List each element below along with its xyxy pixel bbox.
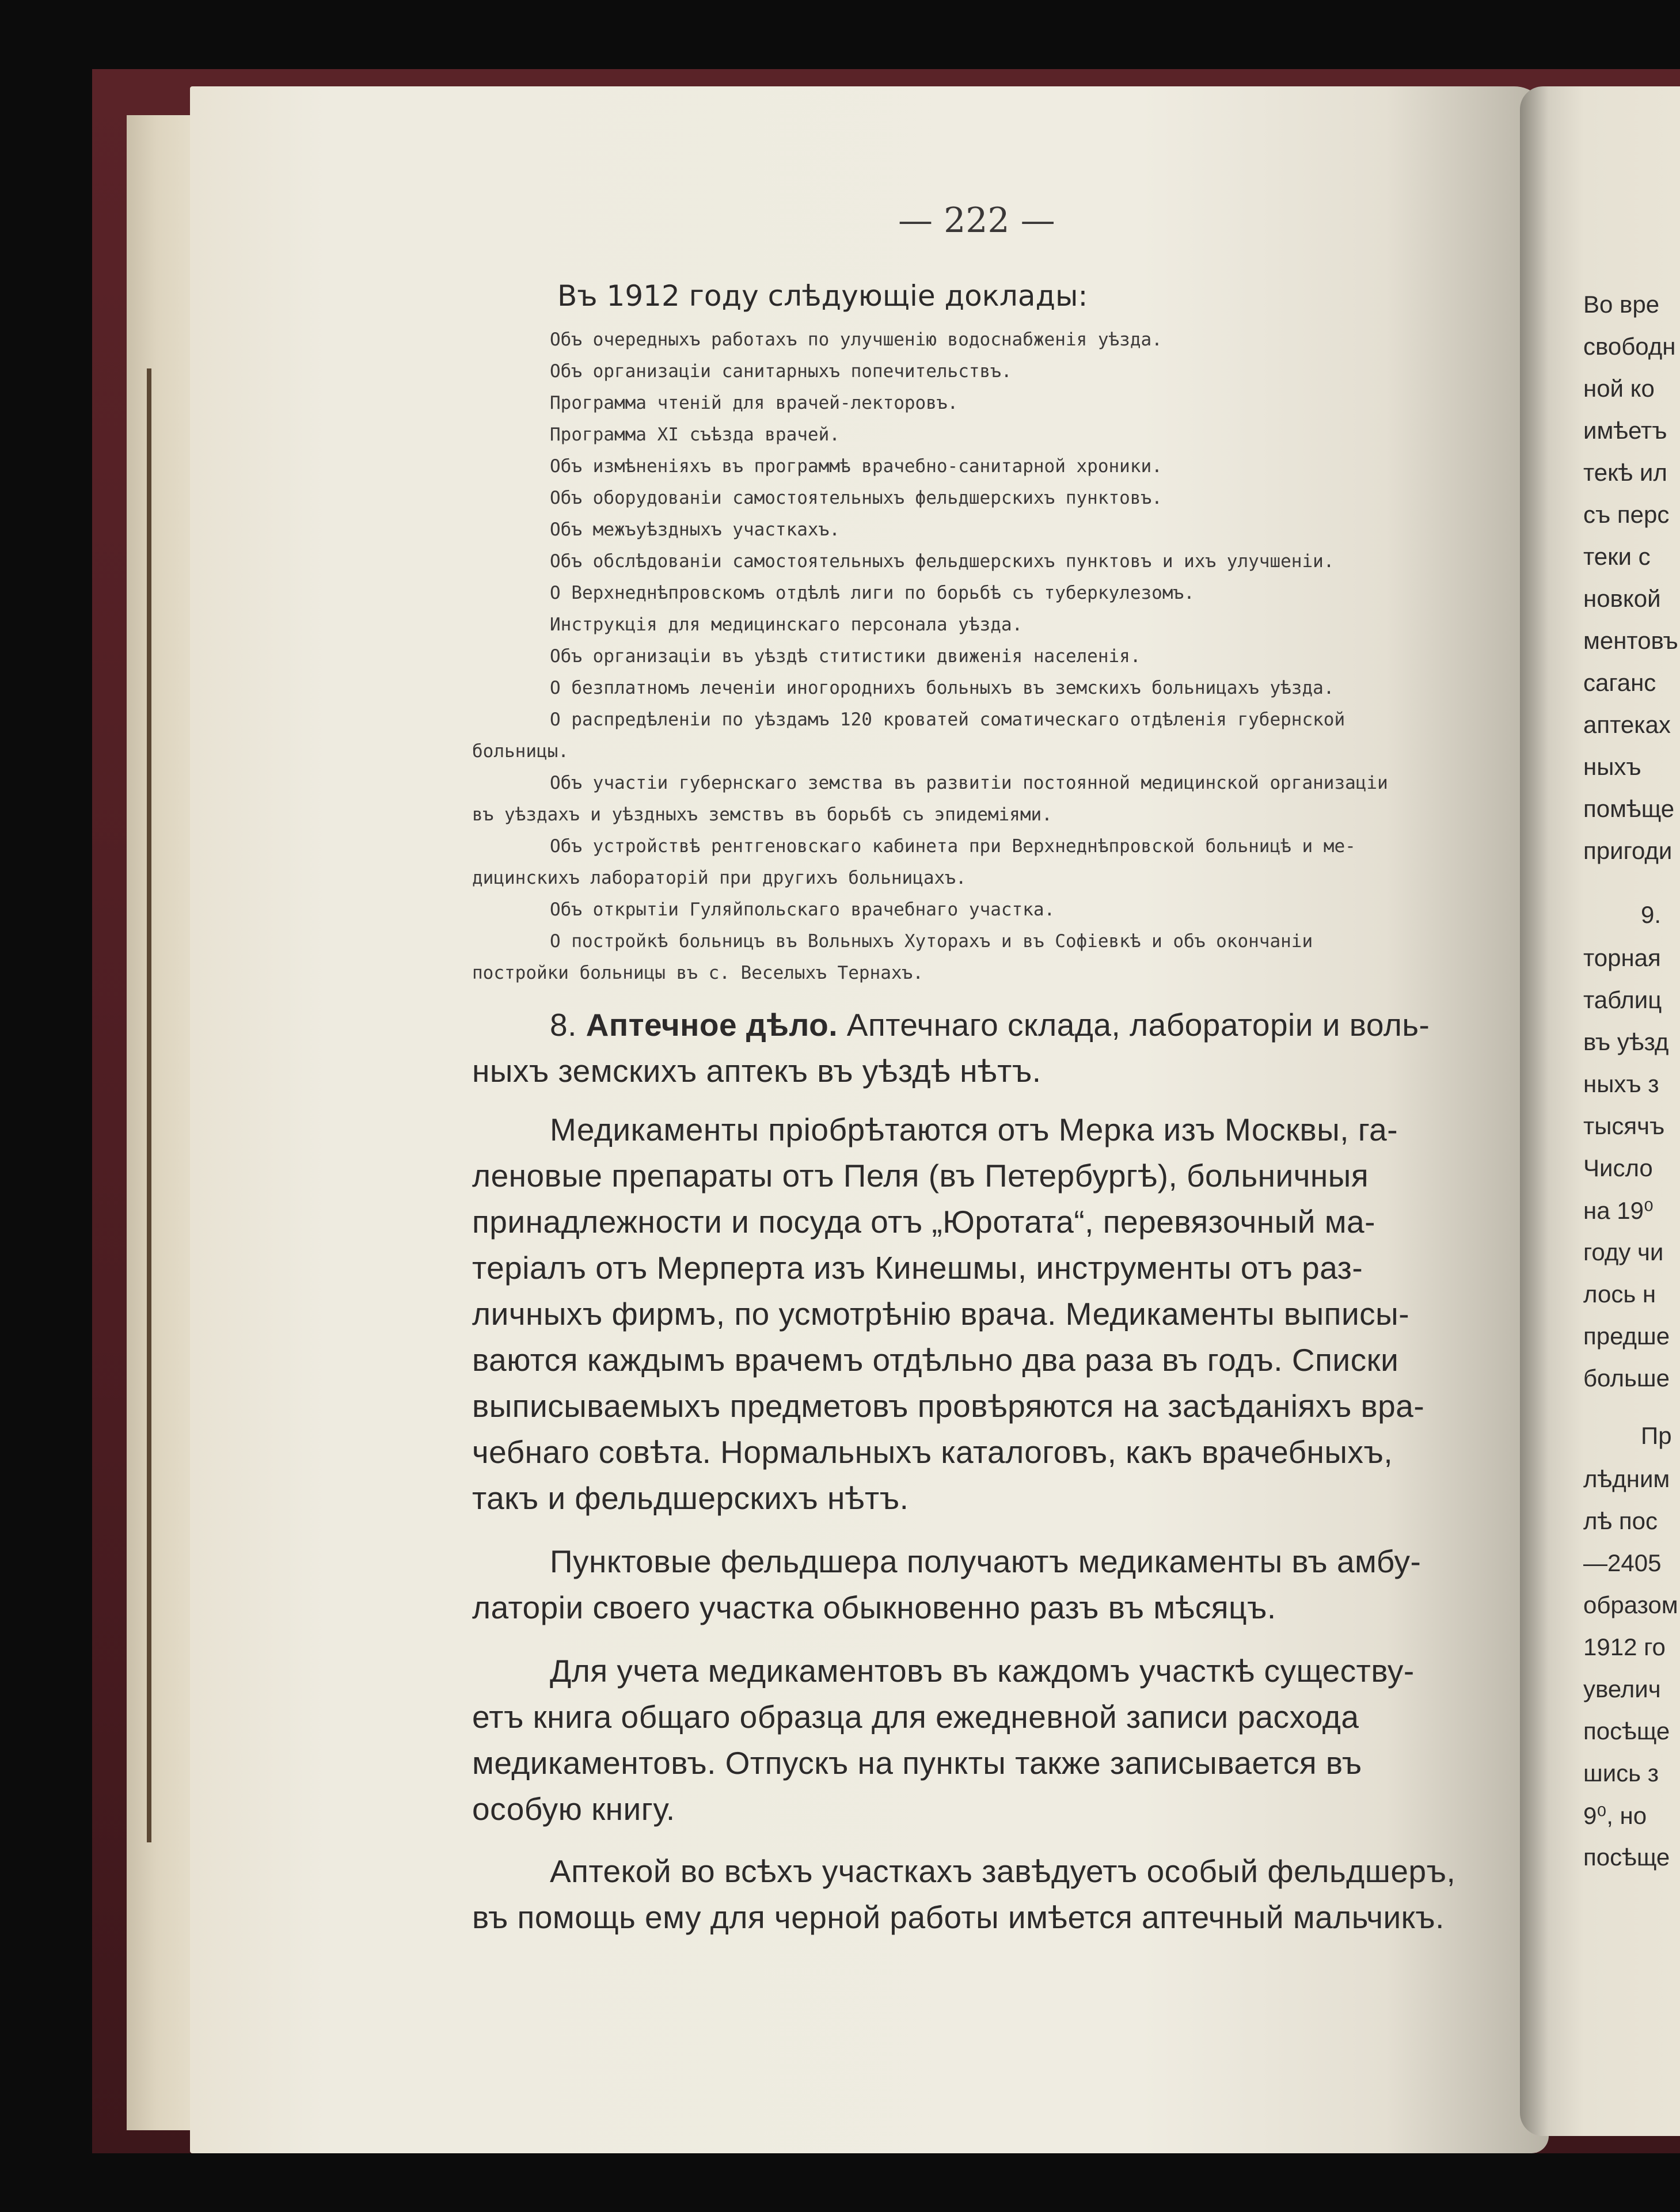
- right-fragment: лѣ пос: [1583, 1507, 1658, 1534]
- section-heading-line: [550, 1006, 1430, 1043]
- section-line: леновые препараты отъ Пеля (въ Петербургѣ), больничныя: [472, 1158, 1369, 1194]
- right-fragment: шись з: [1583, 1759, 1659, 1787]
- right-fragment: ныхъ з: [1583, 1070, 1659, 1097]
- section-title: Аптечное дѣло.: [586, 1007, 838, 1043]
- right-fragment: аптеках: [1583, 711, 1671, 738]
- section-line: чебнаго совѣта. Нормальныхъ каталоговъ, какъ врачебныхъ,: [472, 1434, 1393, 1470]
- report-line: Инструкція для медицинскаго персонала уѣзда.: [550, 614, 1023, 635]
- section-line: Медикаменты пріобрѣтаются отъ Мерка изъ Москвы, га-: [550, 1112, 1398, 1147]
- right-fragment: теки с: [1583, 543, 1651, 570]
- report-line: Объ оборудованіи самостоятельныхъ фельдшерскихъ пунктовъ.: [550, 488, 1162, 508]
- section-line: етъ книга общаго образца для ежедневной записи расхода: [472, 1699, 1359, 1735]
- right-fragment: посѣще: [1583, 1717, 1670, 1744]
- right-fragment: посѣще: [1583, 1844, 1670, 1871]
- right-fragment: 1912 го: [1583, 1633, 1666, 1660]
- right-fragment: свободн: [1583, 333, 1676, 360]
- right-fragment: увелич: [1583, 1675, 1661, 1702]
- report-line: больницы.: [472, 741, 569, 762]
- report-line: Объ открытіи Гуляйпольскаго врачебнаго участка.: [550, 899, 1055, 920]
- right-fragment: образом: [1583, 1591, 1678, 1618]
- right-page-text: [1583, 0, 1680, 2212]
- report-line: Объ обслѣдованіи самостоятельныхъ фельдшерскихъ пунктовъ и ихъ улучшеніи.: [550, 551, 1335, 572]
- right-fragment: лѣдним: [1583, 1465, 1670, 1492]
- right-fragment: съ перс: [1583, 501, 1670, 528]
- right-fragment: 9.: [1641, 901, 1662, 928]
- right-fragment: саганс: [1583, 669, 1656, 696]
- report-line: въ уѣздахъ и уѣздныхъ земствъ въ борьбѣ съ эпидеміями.: [472, 804, 1052, 825]
- report-line: Объ устройствѣ рентгеновскаго кабинета при Верхнеднѣпровской больницѣ и ме-: [550, 836, 1356, 857]
- right-fragment: ной ко: [1583, 375, 1655, 402]
- section-line: латоріи своего участка обыкновенно разъ въ мѣсяцъ.: [472, 1590, 1276, 1625]
- report-line: дицинскихъ лабораторій при другихъ больницахъ.: [472, 868, 967, 888]
- section-line: ваются каждымъ врачемъ отдѣльно два раза въ годъ. Списки: [472, 1342, 1399, 1378]
- section-line: особую книгу.: [472, 1791, 675, 1827]
- reports-heading: Въ 1912 году слѣдующіе доклады:: [557, 279, 1088, 313]
- section-line: Аптекой во всѣхъ участкахъ завѣдуетъ особый фельдшеръ,: [550, 1853, 1456, 1889]
- report-line: Объ участіи губернскаго земства въ развитіи постоянной медицинской организаціи: [550, 773, 1388, 793]
- right-fragment: —2405: [1583, 1549, 1662, 1576]
- report-line: Объ межъуѣздныхъ участкахъ.: [550, 519, 840, 540]
- right-fragment: больше: [1583, 1365, 1670, 1392]
- right-fragment: Пр: [1641, 1422, 1672, 1449]
- section-number: 8.: [550, 1007, 577, 1043]
- right-fragment: текѣ ил: [1583, 459, 1667, 486]
- right-fragment: на 19⁰: [1583, 1197, 1654, 1224]
- report-line: Программа XI съѣзда врачей.: [550, 424, 840, 445]
- section-line: Для учета медикаментовъ въ каждомъ участкѣ существу-: [550, 1653, 1415, 1689]
- report-line: Объ организаціи въ уѣздѣ ститистики движенія населенія.: [550, 646, 1141, 667]
- right-fragment: предше: [1583, 1322, 1670, 1350]
- page-number: — 222 —: [898, 200, 1055, 241]
- right-fragment: тысячъ: [1583, 1112, 1665, 1139]
- right-fragment: Во вре: [1583, 291, 1660, 318]
- section-line: въ помощь ему для черной работы имѣется аптечный мальчикъ.: [472, 1899, 1445, 1935]
- section-line: ныхъ земскихъ аптекъ въ уѣздѣ нѣтъ.: [472, 1053, 1042, 1089]
- right-fragment: новкой: [1583, 585, 1661, 612]
- right-fragment: Число: [1583, 1154, 1653, 1181]
- right-fragment: имѣетъ: [1583, 417, 1667, 444]
- right-fragment: таблиц: [1583, 986, 1662, 1013]
- section-line: личныхъ фирмъ, по усмотрѣнію врача. Медикаменты выписы-: [472, 1296, 1410, 1332]
- right-fragment: пригоди: [1583, 837, 1673, 864]
- right-fragment: ментовъ: [1583, 627, 1678, 654]
- right-fragment: лось н: [1583, 1280, 1656, 1308]
- right-fragment: году чи: [1583, 1238, 1664, 1265]
- section-line: принадлежности и посуда отъ „Юротата“, перевязочный ма-: [472, 1204, 1375, 1240]
- section-line: выписываемыхъ предметовъ провѣряются на засѣданіяхъ вра-: [472, 1388, 1425, 1424]
- right-fragment: ныхъ: [1583, 753, 1641, 780]
- section-line: медикаментовъ. Отпускъ на пункты также записывается въ: [472, 1745, 1362, 1781]
- section-line: теріалъ отъ Мерперта изъ Кинешмы, инструменты отъ раз-: [472, 1250, 1363, 1286]
- report-line: О распредѣленіи по уѣздамъ 120 кроватей соматическаго отдѣленія губернской: [550, 709, 1345, 730]
- report-line: О безплатномъ леченіи иногороднихъ больныхъ въ земскихъ больницахъ уѣзда.: [550, 678, 1335, 698]
- report-line: постройки больницы въ с. Веселыхъ Тернахъ.: [472, 963, 923, 983]
- right-fragment: 9⁰, но: [1583, 1802, 1647, 1829]
- report-line: Объ очередныхъ работахъ по улучшенію водоснабженія уѣзда.: [550, 329, 1162, 350]
- report-line: Программа чтеній для врачей-лекторовъ.: [550, 393, 959, 413]
- report-line: О Верхнеднѣпровскомъ отдѣлѣ лиги по борьбѣ съ туберкулезомъ.: [550, 583, 1195, 603]
- section-text: Аптечнаго склада, лабораторіи и воль-: [846, 1007, 1430, 1043]
- right-fragment: торная: [1583, 944, 1661, 971]
- section-line: Пунктовые фельдшера получаютъ медикаменты въ амбу-: [550, 1544, 1421, 1579]
- right-fragment: въ уѣзд: [1583, 1028, 1669, 1055]
- report-line: Объ измѣненіяхъ въ программѣ врачебно-санитарной хроники.: [550, 456, 1162, 477]
- report-line: Объ организаціи санитарныхъ попечительствъ.: [550, 361, 1012, 382]
- right-fragment: помѣще: [1583, 795, 1675, 822]
- report-line: О постройкѣ больницъ въ Вольныхъ Хуторахъ и въ Софіевкѣ и объ окончаніи: [550, 931, 1313, 952]
- section-line: такъ и фельдшерскихъ нѣтъ.: [472, 1480, 909, 1516]
